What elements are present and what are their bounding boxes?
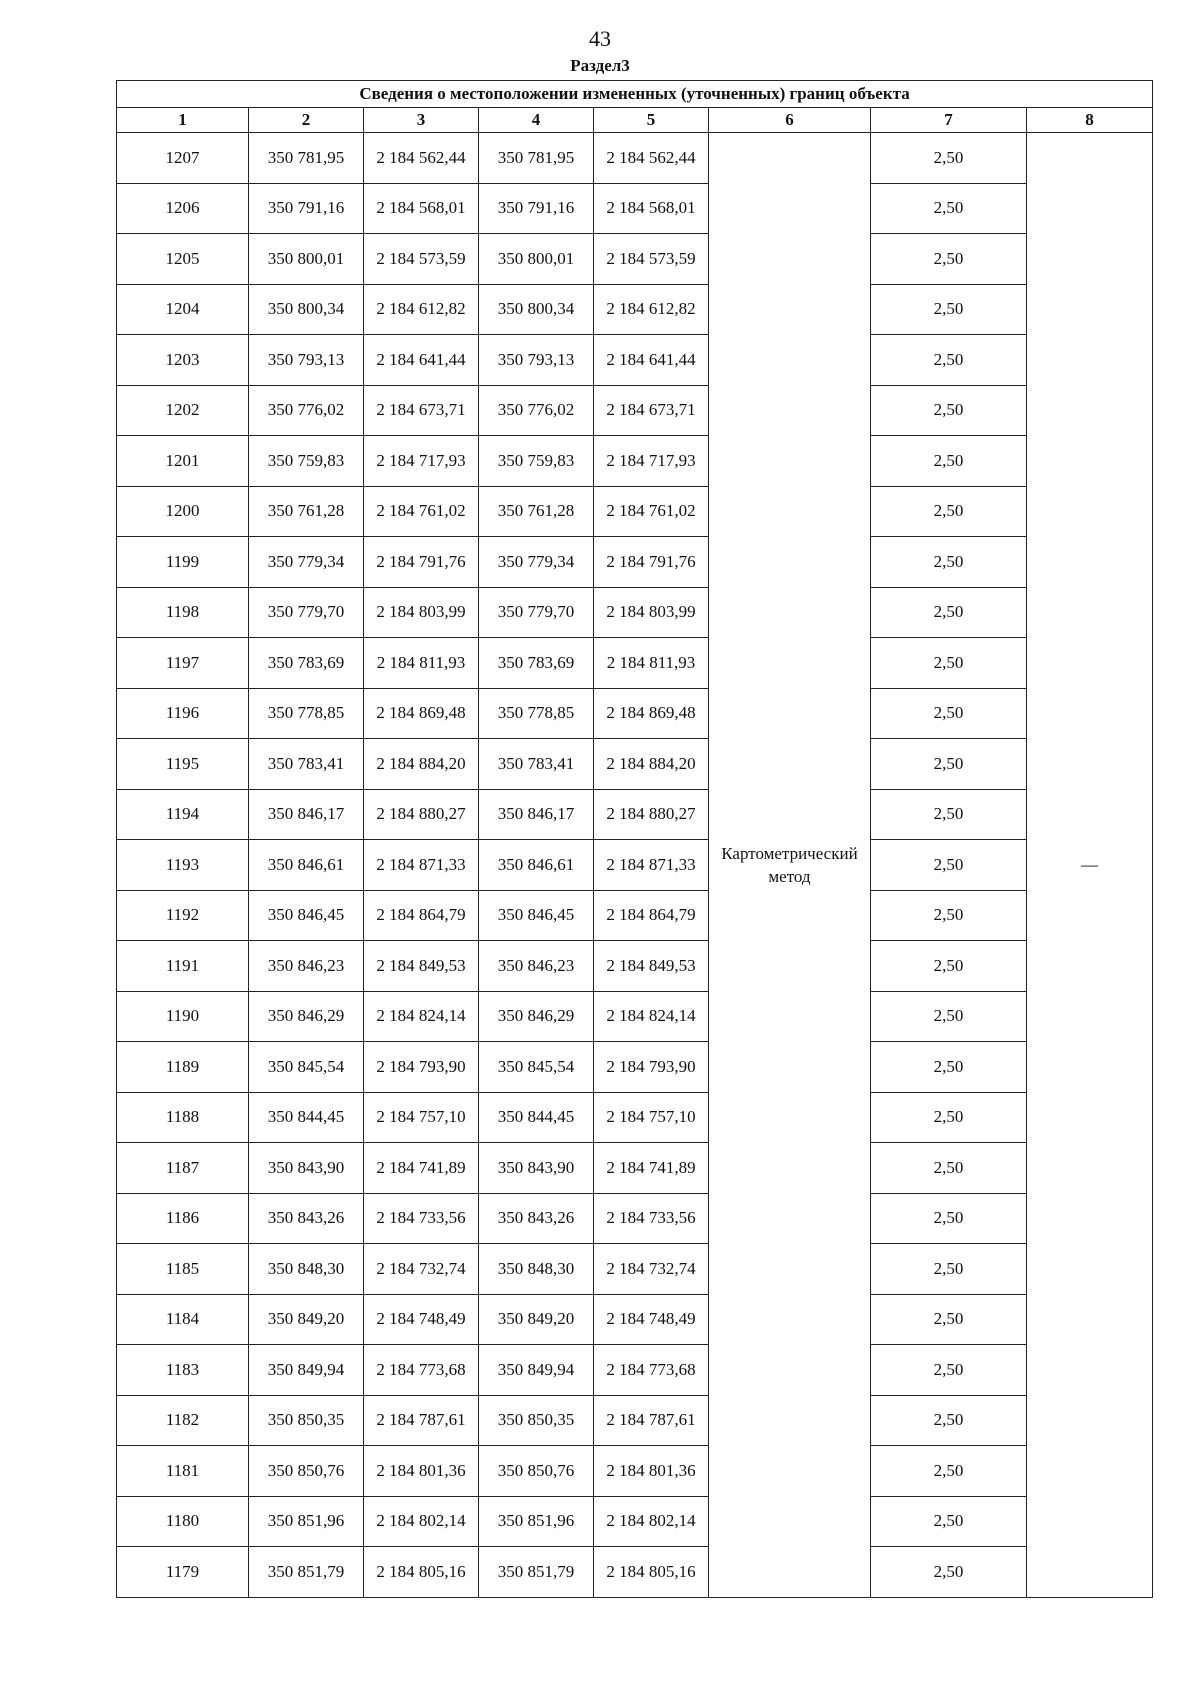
accuracy-cell: 2,50	[871, 234, 1027, 285]
method-cell: Картометрический метод	[709, 133, 871, 1598]
x-new-cell: 350 778,85	[479, 688, 594, 739]
x-new-cell: 350 793,13	[479, 335, 594, 386]
point-number-cell: 1187	[117, 1143, 249, 1194]
table-row	[117, 587, 1153, 638]
x-existing-cell: 350 791,16	[249, 183, 364, 234]
y-new-cell: 2 184 612,82	[594, 284, 709, 335]
point-number-cell: 1205	[117, 234, 249, 285]
table-row	[117, 486, 1153, 537]
y-new-cell: 2 184 869,48	[594, 688, 709, 739]
y-new-cell: 2 184 761,02	[594, 486, 709, 537]
accuracy-cell: 2,50	[871, 486, 1027, 537]
x-new-cell: 350 779,70	[479, 587, 594, 638]
y-new-cell: 2 184 717,93	[594, 436, 709, 487]
x-new-cell: 350 851,96	[479, 1496, 594, 1547]
y-new-cell: 2 184 562,44	[594, 133, 709, 184]
y-existing-cell: 2 184 880,27	[364, 789, 479, 840]
y-new-cell: 2 184 641,44	[594, 335, 709, 386]
x-new-cell: 350 761,28	[479, 486, 594, 537]
point-number-cell: 1186	[117, 1193, 249, 1244]
table-row	[117, 1345, 1153, 1396]
table-row	[117, 234, 1153, 285]
accuracy-cell: 2,50	[871, 587, 1027, 638]
accuracy-cell: 2,50	[871, 688, 1027, 739]
note-cell: —	[1027, 133, 1153, 1598]
y-new-cell: 2 184 573,59	[594, 234, 709, 285]
x-existing-cell: 350 849,20	[249, 1294, 364, 1345]
point-number-cell: 1196	[117, 688, 249, 739]
accuracy-cell: 2,50	[871, 638, 1027, 689]
column-header: 1	[117, 108, 249, 133]
x-new-cell: 350 845,54	[479, 1042, 594, 1093]
point-number-cell: 1204	[117, 284, 249, 335]
x-existing-cell: 350 846,61	[249, 840, 364, 891]
x-new-cell: 350 781,95	[479, 133, 594, 184]
x-existing-cell: 350 846,29	[249, 991, 364, 1042]
accuracy-cell: 2,50	[871, 789, 1027, 840]
point-number-cell: 1199	[117, 537, 249, 588]
y-existing-cell: 2 184 805,16	[364, 1547, 479, 1598]
x-new-cell: 350 849,94	[479, 1345, 594, 1396]
table-row	[117, 1547, 1153, 1598]
y-new-cell: 2 184 733,56	[594, 1193, 709, 1244]
point-number-cell: 1194	[117, 789, 249, 840]
point-number-cell: 1183	[117, 1345, 249, 1396]
y-new-cell: 2 184 803,99	[594, 587, 709, 638]
x-existing-cell: 350 850,35	[249, 1395, 364, 1446]
point-number-cell: 1202	[117, 385, 249, 436]
accuracy-cell: 2,50	[871, 1042, 1027, 1093]
y-new-cell: 2 184 884,20	[594, 739, 709, 790]
accuracy-cell: 2,50	[871, 537, 1027, 588]
x-existing-cell: 350 848,30	[249, 1244, 364, 1295]
x-new-cell: 350 849,20	[479, 1294, 594, 1345]
y-new-cell: 2 184 824,14	[594, 991, 709, 1042]
x-existing-cell: 350 779,70	[249, 587, 364, 638]
x-new-cell: 350 846,17	[479, 789, 594, 840]
accuracy-cell: 2,50	[871, 385, 1027, 436]
y-new-cell: 2 184 802,14	[594, 1496, 709, 1547]
accuracy-cell: 2,50	[871, 1193, 1027, 1244]
table-row	[117, 537, 1153, 588]
table-body	[117, 133, 1153, 1598]
y-existing-cell: 2 184 791,76	[364, 537, 479, 588]
x-existing-cell: 350 781,95	[249, 133, 364, 184]
x-new-cell: 350 846,23	[479, 941, 594, 992]
y-existing-cell: 2 184 673,71	[364, 385, 479, 436]
x-existing-cell: 350 849,94	[249, 1345, 364, 1396]
accuracy-cell: 2,50	[871, 1092, 1027, 1143]
accuracy-cell: 2,50	[871, 739, 1027, 790]
point-number-cell: 1193	[117, 840, 249, 891]
x-new-cell: 350 846,45	[479, 890, 594, 941]
y-new-cell: 2 184 673,71	[594, 385, 709, 436]
column-number-row	[117, 108, 1153, 133]
y-existing-cell: 2 184 849,53	[364, 941, 479, 992]
table-row	[117, 133, 1153, 184]
y-existing-cell: 2 184 824,14	[364, 991, 479, 1042]
x-new-cell: 350 850,76	[479, 1446, 594, 1497]
x-existing-cell: 350 779,34	[249, 537, 364, 588]
y-existing-cell: 2 184 811,93	[364, 638, 479, 689]
page-number: 43	[589, 26, 611, 51]
x-existing-cell: 350 759,83	[249, 436, 364, 487]
table-row	[117, 1446, 1153, 1497]
y-existing-cell: 2 184 871,33	[364, 840, 479, 891]
y-existing-cell: 2 184 793,90	[364, 1042, 479, 1093]
x-existing-cell: 350 851,96	[249, 1496, 364, 1547]
x-existing-cell: 350 843,90	[249, 1143, 364, 1194]
table-row	[117, 1395, 1153, 1446]
y-existing-cell: 2 184 732,74	[364, 1244, 479, 1295]
y-new-cell: 2 184 880,27	[594, 789, 709, 840]
x-new-cell: 350 851,79	[479, 1547, 594, 1598]
y-existing-cell: 2 184 568,01	[364, 183, 479, 234]
point-number-cell: 1203	[117, 335, 249, 386]
table-row	[117, 183, 1153, 234]
table-title: Сведения о местоположении измененных (уточненных) границ объекта	[117, 81, 1153, 108]
x-existing-cell: 350 843,26	[249, 1193, 364, 1244]
y-existing-cell: 2 184 717,93	[364, 436, 479, 487]
y-existing-cell: 2 184 802,14	[364, 1496, 479, 1547]
y-new-cell: 2 184 791,76	[594, 537, 709, 588]
x-existing-cell: 350 793,13	[249, 335, 364, 386]
accuracy-cell: 2,50	[871, 1345, 1027, 1396]
table-row	[117, 789, 1153, 840]
y-existing-cell: 2 184 803,99	[364, 587, 479, 638]
accuracy-cell: 2,50	[871, 436, 1027, 487]
table-row	[117, 284, 1153, 335]
point-number-cell: 1195	[117, 739, 249, 790]
column-header: 8	[1027, 108, 1153, 133]
y-existing-cell: 2 184 573,59	[364, 234, 479, 285]
x-existing-cell: 350 846,23	[249, 941, 364, 992]
boundary-coordinates-table	[116, 80, 1153, 1598]
column-header: 7	[871, 108, 1027, 133]
point-number-cell: 1184	[117, 1294, 249, 1345]
y-existing-cell: 2 184 748,49	[364, 1294, 479, 1345]
y-new-cell: 2 184 805,16	[594, 1547, 709, 1598]
table-row	[117, 1294, 1153, 1345]
x-new-cell: 350 846,61	[479, 840, 594, 891]
x-existing-cell: 350 761,28	[249, 486, 364, 537]
table-row	[117, 739, 1153, 790]
accuracy-cell: 2,50	[871, 991, 1027, 1042]
point-number-cell: 1180	[117, 1496, 249, 1547]
column-header: 3	[364, 108, 479, 133]
point-number-cell: 1182	[117, 1395, 249, 1446]
table-row	[117, 1496, 1153, 1547]
x-new-cell: 350 843,26	[479, 1193, 594, 1244]
table-title-row	[117, 81, 1153, 108]
point-number-cell: 1191	[117, 941, 249, 992]
y-new-cell: 2 184 849,53	[594, 941, 709, 992]
column-header: 6	[709, 108, 871, 133]
x-new-cell: 350 800,34	[479, 284, 594, 335]
x-new-cell: 350 791,16	[479, 183, 594, 234]
x-existing-cell: 350 776,02	[249, 385, 364, 436]
x-existing-cell: 350 778,85	[249, 688, 364, 739]
point-number-cell: 1201	[117, 436, 249, 487]
accuracy-cell: 2,50	[871, 284, 1027, 335]
x-existing-cell: 350 800,34	[249, 284, 364, 335]
x-new-cell: 350 850,35	[479, 1395, 594, 1446]
point-number-cell: 1189	[117, 1042, 249, 1093]
table-row	[117, 840, 1153, 891]
point-number-cell: 1179	[117, 1547, 249, 1598]
point-number-cell: 1206	[117, 183, 249, 234]
table-row	[117, 1092, 1153, 1143]
y-existing-cell: 2 184 864,79	[364, 890, 479, 941]
y-new-cell: 2 184 864,79	[594, 890, 709, 941]
x-new-cell: 350 783,41	[479, 739, 594, 790]
y-existing-cell: 2 184 773,68	[364, 1345, 479, 1396]
point-number-cell: 1192	[117, 890, 249, 941]
x-new-cell: 350 800,01	[479, 234, 594, 285]
x-new-cell: 350 779,34	[479, 537, 594, 588]
y-new-cell: 2 184 811,93	[594, 638, 709, 689]
table-row	[117, 1143, 1153, 1194]
x-new-cell: 350 848,30	[479, 1244, 594, 1295]
column-header: 5	[594, 108, 709, 133]
point-number-cell: 1188	[117, 1092, 249, 1143]
accuracy-cell: 2,50	[871, 890, 1027, 941]
x-existing-cell: 350 800,01	[249, 234, 364, 285]
x-existing-cell: 350 851,79	[249, 1547, 364, 1598]
x-new-cell: 350 783,69	[479, 638, 594, 689]
y-existing-cell: 2 184 787,61	[364, 1395, 479, 1446]
y-new-cell: 2 184 757,10	[594, 1092, 709, 1143]
table-row	[117, 385, 1153, 436]
y-new-cell: 2 184 748,49	[594, 1294, 709, 1345]
y-existing-cell: 2 184 884,20	[364, 739, 479, 790]
accuracy-cell: 2,50	[871, 840, 1027, 891]
x-new-cell: 350 846,29	[479, 991, 594, 1042]
column-header: 4	[479, 108, 594, 133]
table-row	[117, 941, 1153, 992]
accuracy-cell: 2,50	[871, 1446, 1027, 1497]
x-existing-cell: 350 783,41	[249, 739, 364, 790]
point-number-cell: 1190	[117, 991, 249, 1042]
y-new-cell: 2 184 773,68	[594, 1345, 709, 1396]
table-row	[117, 688, 1153, 739]
accuracy-cell: 2,50	[871, 1294, 1027, 1345]
x-new-cell: 350 759,83	[479, 436, 594, 487]
y-new-cell: 2 184 741,89	[594, 1143, 709, 1194]
accuracy-cell: 2,50	[871, 1395, 1027, 1446]
y-new-cell: 2 184 568,01	[594, 183, 709, 234]
point-number-cell: 1207	[117, 133, 249, 184]
point-number-cell: 1200	[117, 486, 249, 537]
column-header: 2	[249, 108, 364, 133]
point-number-cell: 1185	[117, 1244, 249, 1295]
y-existing-cell: 2 184 733,56	[364, 1193, 479, 1244]
accuracy-cell: 2,50	[871, 335, 1027, 386]
y-new-cell: 2 184 732,74	[594, 1244, 709, 1295]
x-existing-cell: 350 846,17	[249, 789, 364, 840]
section-label: Раздел3	[570, 56, 630, 75]
accuracy-cell: 2,50	[871, 1547, 1027, 1598]
table-row	[117, 1042, 1153, 1093]
table-row	[117, 436, 1153, 487]
x-new-cell: 350 843,90	[479, 1143, 594, 1194]
point-number-cell: 1181	[117, 1446, 249, 1497]
x-existing-cell: 350 783,69	[249, 638, 364, 689]
y-existing-cell: 2 184 801,36	[364, 1446, 479, 1497]
y-existing-cell: 2 184 741,89	[364, 1143, 479, 1194]
x-new-cell: 350 844,45	[479, 1092, 594, 1143]
table-row	[117, 991, 1153, 1042]
x-existing-cell: 350 846,45	[249, 890, 364, 941]
accuracy-cell: 2,50	[871, 133, 1027, 184]
accuracy-cell: 2,50	[871, 941, 1027, 992]
x-existing-cell: 350 850,76	[249, 1446, 364, 1497]
table-row	[117, 638, 1153, 689]
x-new-cell: 350 776,02	[479, 385, 594, 436]
y-existing-cell: 2 184 757,10	[364, 1092, 479, 1143]
y-existing-cell: 2 184 562,44	[364, 133, 479, 184]
y-existing-cell: 2 184 641,44	[364, 335, 479, 386]
x-existing-cell: 350 844,45	[249, 1092, 364, 1143]
table-row	[117, 1193, 1153, 1244]
accuracy-cell: 2,50	[871, 1143, 1027, 1194]
y-new-cell: 2 184 871,33	[594, 840, 709, 891]
table-row	[117, 335, 1153, 386]
y-existing-cell: 2 184 761,02	[364, 486, 479, 537]
accuracy-cell: 2,50	[871, 1244, 1027, 1295]
table-row	[117, 890, 1153, 941]
y-new-cell: 2 184 787,61	[594, 1395, 709, 1446]
table-row	[117, 1244, 1153, 1295]
y-new-cell: 2 184 793,90	[594, 1042, 709, 1093]
point-number-cell: 1197	[117, 638, 249, 689]
point-number-cell: 1198	[117, 587, 249, 638]
accuracy-cell: 2,50	[871, 183, 1027, 234]
y-new-cell: 2 184 801,36	[594, 1446, 709, 1497]
accuracy-cell: 2,50	[871, 1496, 1027, 1547]
x-existing-cell: 350 845,54	[249, 1042, 364, 1093]
y-existing-cell: 2 184 612,82	[364, 284, 479, 335]
y-existing-cell: 2 184 869,48	[364, 688, 479, 739]
